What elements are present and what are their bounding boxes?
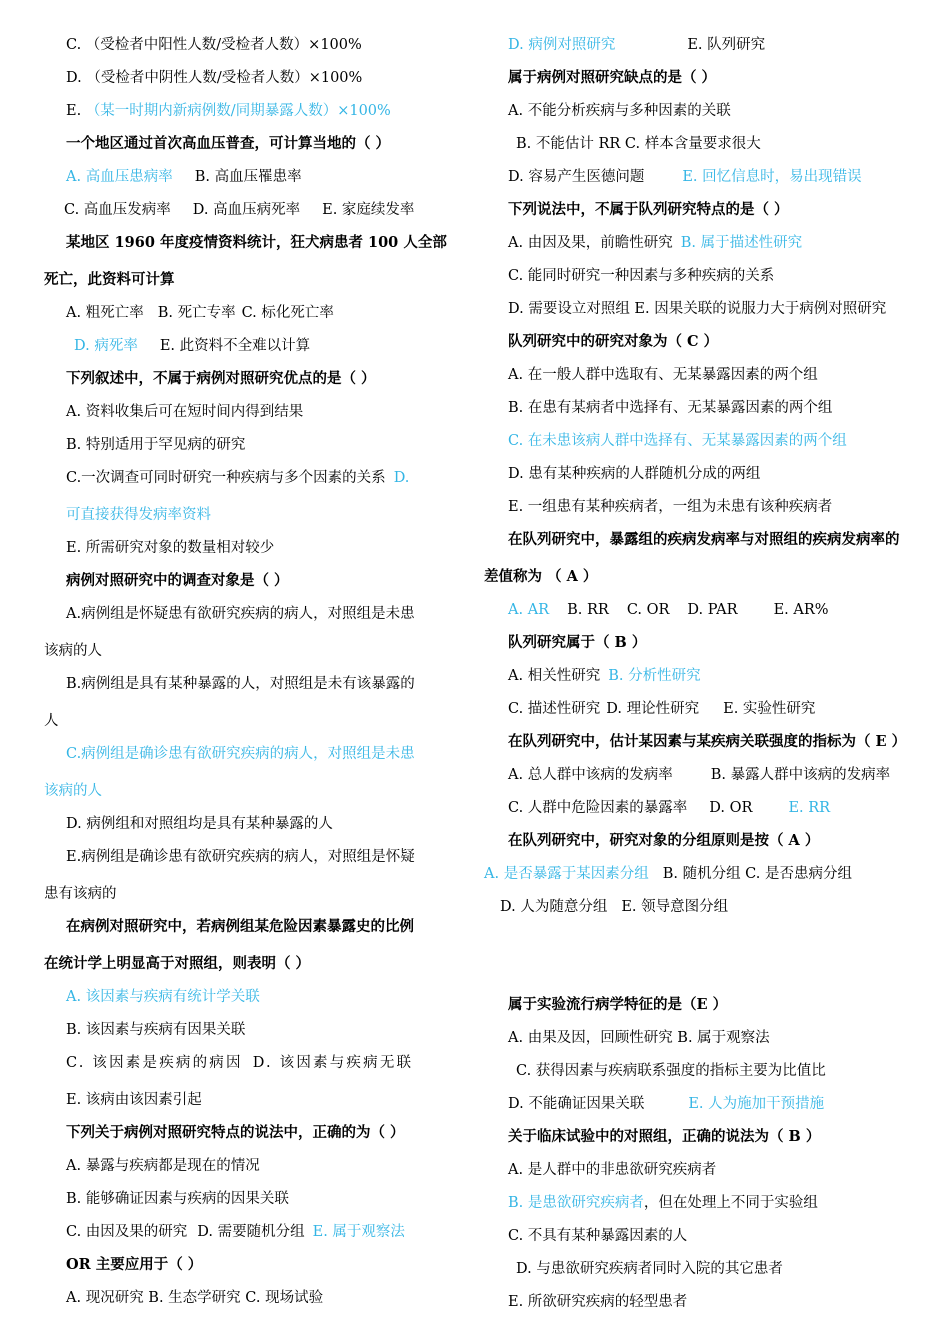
option-row: A. 总人群中该病的发病率 B. 暴露人群中该病的发病率 xyxy=(508,767,891,783)
option-a: A. 资料收集后可在短时间内得到结果 xyxy=(66,404,304,420)
option-row: A. 相关性研究 B. 分析性研究 xyxy=(508,668,701,684)
option-row: D. 病例对照研究 E. 队列研究 xyxy=(508,37,766,53)
option-c: C.一次调查可同时研究一种疾病与多个因素的关系 D. xyxy=(66,470,410,486)
answer-highlight: A. 是否暴露于某因素分组 xyxy=(484,866,649,882)
question-title: 队列研究属于（ B ） xyxy=(508,634,647,651)
option-c: C. 能同时研究一种因素与多种疾病的关系 xyxy=(508,268,775,284)
question-title: 在队列研究中，暴露组的疾病发病率与对照组的疾病发病率的 xyxy=(508,531,900,548)
question-title: OR 主要应用于（ ） xyxy=(66,1256,203,1273)
answer-highlight: A. AR xyxy=(508,602,550,618)
option-c: C. 获得因素与疾病联系强度的指标主要为比值比 xyxy=(516,1063,826,1079)
option-b: B.病例组是具有某种暴露的人，对照组是未有该暴露的 xyxy=(66,676,415,692)
option-b: B. 该因素与疾病有因果关联 xyxy=(66,1022,246,1038)
option-a: A. 是人群中的非患欲研究疾病者 xyxy=(508,1162,717,1178)
option-e: E. 所欲研究疾病的轻型患者 xyxy=(508,1294,688,1310)
option-row: A. 高血压患病率 B. 高血压罹患率 xyxy=(66,169,302,185)
option-row: A. 由果及因，回顾性研究 B. 属于观察法 xyxy=(508,1030,770,1046)
option-row: A. AR B. RR C. OR D. PAR E. AR% xyxy=(508,602,829,618)
answer-highlight: B. 分析性研究 xyxy=(608,668,701,684)
option-e: E. （某一时期内新病例数/同期暴露人数）×100% xyxy=(66,103,391,119)
option-c-continued: 该病的人 xyxy=(44,783,102,799)
option-row: C. 高血压发病率 D. 高血压病死率 E. 家庭续发率 xyxy=(64,202,415,218)
option-b: B. 能够确证因素与疾病的因果关联 xyxy=(66,1191,289,1207)
question-title-continued: 死亡，此资料可计算 xyxy=(44,271,175,288)
option-e-continued: 患有该病的 xyxy=(44,886,117,902)
option-e: E. 一组患有某种疾病者，一组为未患有该种疾病者 xyxy=(508,499,833,515)
option-row: C. 由因及果的研究 D. 需要随机分组 E. 属于观察法 xyxy=(66,1224,405,1240)
option-row: B. 不能估计 RR C. 样本含量要求很大 xyxy=(516,136,761,152)
answer-highlight: A. 高血压患病率 xyxy=(66,169,173,185)
answer-highlight: E. 人为施加干预措施 xyxy=(688,1096,825,1112)
option-b: B. 特别适用于罕见病的研究 xyxy=(66,437,246,453)
question-title: 属于病例对照研究缺点的是（ ） xyxy=(508,69,717,86)
question-title: 队列研究中的研究对象为（ C ） xyxy=(508,333,719,350)
option-c: C. 不具有某种暴露因素的人 xyxy=(508,1228,688,1244)
option-e: E. 该病由该因素引起 xyxy=(66,1092,202,1108)
answer-highlight: B. 是患欲研究疾病者 xyxy=(508,1195,644,1211)
option-c: C. 在未患该病人群中选择有、无某暴露因素的两个组 xyxy=(508,433,847,449)
question-title: 下列叙述中，不属于病例对照研究优点的是（ ） xyxy=(66,370,376,387)
option-a: A. 暴露与疾病都是现在的情况 xyxy=(66,1158,260,1174)
question-title-continued: 差值称为 （ A ） xyxy=(484,568,598,585)
option-a: A. 该因素与疾病有统计学关联 xyxy=(66,989,260,1005)
option-d: D. （受检者中阴性人数/受检者人数）×100% xyxy=(66,70,363,86)
question-title-continued: 在统计学上明显高于对照组，则表明（ ） xyxy=(44,955,311,972)
option-row: D. 病死率 E. 此资料不全难以计算 xyxy=(74,338,311,354)
option-a: A.病例组是怀疑患有欲研究疾病的病人，对照组是未患 xyxy=(66,606,415,622)
option-row: D. 人为随意分组 E. 领导意图分组 xyxy=(500,899,729,915)
option-e: E.病例组是确诊患有欲研究疾病的病人，对照组是怀疑 xyxy=(66,849,415,865)
answer-highlight: （某一时期内新病例数/同期暴露人数）×100% xyxy=(85,103,391,119)
option-row: A. 现况研究 B. 生态学研究 C. 现场试验 xyxy=(66,1290,324,1306)
question-title: 在队列研究中，估计某因素与某疾病关联强度的指标为（ E ） xyxy=(508,733,907,750)
option-d: D. 病例组和对照组均是具有某种暴露的人 xyxy=(66,816,333,832)
option-e: E. 所需研究对象的数量相对较少 xyxy=(66,540,275,556)
question-title: 下列说法中，不属于队列研究特点的是（ ） xyxy=(508,201,789,218)
question-title: 一个地区通过首次高血压普查，可计算当地的（ ） xyxy=(66,135,391,152)
question-title: 某地区 1960 年度疫情资料统计，狂犬病患者 100 人全部 xyxy=(66,234,447,251)
option-row: D. 需要设立对照组 E. 因果关联的说服力大于病例对照研究 xyxy=(508,301,887,317)
option-b: B. 在患有某病者中选择有、无某暴露因素的两个组 xyxy=(508,400,833,416)
question-title: 关于临床试验中的对照组，正确的说法为（ B ） xyxy=(508,1128,821,1145)
option-row: D. 容易产生医德问题 E. 回忆信息时，易出现错误 xyxy=(508,169,862,185)
answer-highlight: E. 回忆信息时，易出现错误 xyxy=(682,169,862,185)
question-title: 病例对照研究中的调查对象是（ ） xyxy=(66,572,289,589)
option-row: C. 人群中危险因素的暴露率 D. OR E. RR xyxy=(508,800,831,816)
answer-highlight: D. 病例对照研究 xyxy=(508,37,616,53)
option-d-continued: 可直接获得发病率资料 xyxy=(66,507,211,523)
option-c: C.病例组是确诊患有欲研究疾病的病人，对照组是未患 xyxy=(66,746,415,762)
option-a-continued: 该病的人 xyxy=(44,643,102,659)
answer-highlight: E. RR xyxy=(788,800,831,816)
option-b: B. 是患欲研究疾病者，但在处理上不同于实验组 xyxy=(508,1195,818,1211)
option-d: D. 患有某种疾病的人群随机分成的两组 xyxy=(508,466,761,482)
option-d: D. 与患欲研究疾病者同时入院的其它患者 xyxy=(516,1261,783,1277)
answer-highlight: B. 属于描述性研究 xyxy=(680,235,803,251)
question-title: 在病例对照研究中，若病例组某危险因素暴露史的比例 xyxy=(66,918,414,935)
option-row: A. 是否暴露于某因素分组 B. 随机分组 C. 是否患病分组 xyxy=(484,866,852,882)
option-a: A. 在一般人群中选取有、无某暴露因素的两个组 xyxy=(508,367,818,383)
question-title: 下列关于病例对照研究特点的说法中，正确的为（ ） xyxy=(66,1124,405,1141)
answer-highlight: E. 属于观察法 xyxy=(312,1224,405,1240)
answer-highlight: D. 病死率 xyxy=(74,338,138,354)
option-c: C. （受检者中阳性人数/受检者人数）×100% xyxy=(66,37,362,53)
option-row: A. 粗死亡率 B. 死亡专率 C. 标化死亡率 xyxy=(66,305,334,321)
option-row: C. 该因素是疾病的病因 D. 该因素与疾病无联 xyxy=(66,1055,414,1071)
option-row: C. 描述性研究 D. 理论性研究 E. 实验性研究 xyxy=(508,701,816,717)
question-title: 属于实验流行病学特征的是（E ） xyxy=(508,996,728,1013)
question-title: 在队列研究中，研究对象的分组原则是按（ A ） xyxy=(508,832,820,849)
option-a: A. 不能分析疾病与多种因素的关联 xyxy=(508,103,731,119)
option-row: A. 由因及果，前瞻性研究 B. 属于描述性研究 xyxy=(508,235,803,251)
option-b-continued: 人 xyxy=(44,713,59,729)
option-row: D. 不能确证因果关联 E. 人为施加干预措施 xyxy=(508,1096,825,1112)
answer-highlight: D. xyxy=(393,470,410,486)
